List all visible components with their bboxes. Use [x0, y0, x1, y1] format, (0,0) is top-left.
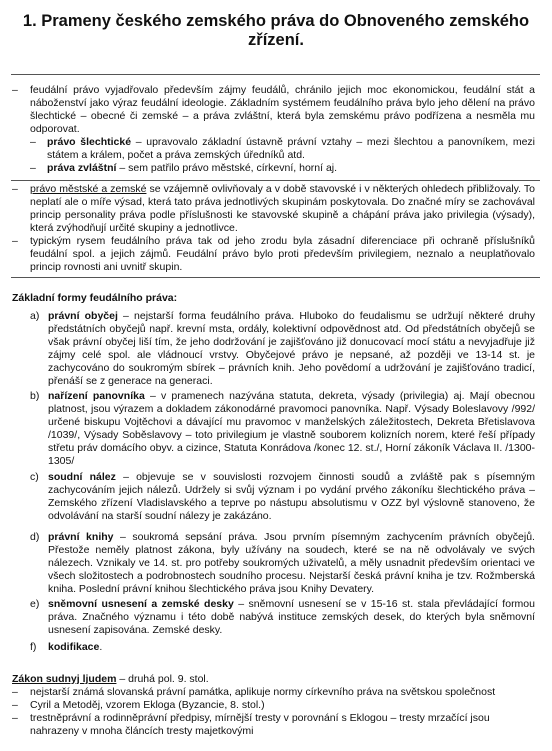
zakon-heading: [12, 673, 537, 686]
feudal-law-text: feudální právo vyjadřovalo především zájmy feudálů, chránilo jejich moc ekonomickou, feudální stát a náboženství jako výraz feudální ideologie. Základním systémem feudálního práva bylo jeho dělení na právo šlechtické – obecné či zemské – a práva zvláštní, která byla zemskému právo podřízena a nesměla mu odporovat.: [30, 84, 535, 135]
item-letter-b: b): [30, 390, 40, 402]
zakon-dash-2: –: [12, 699, 18, 711]
form-e-text: – sněmovní usnesení se v 15-16 st. stala převládající formou práva. Značného významu i této době nabývá instituce zemských desek, do kterých byla sněmovní usnesení zapisována. Zemské desky.: [48, 598, 535, 636]
typical-feature-text: typickým rysem feudálního práva tak od jeho zrodu byla zásadní diferenciace při ochraně příslušníků feudální spol. a jejich zájmů. Feudální právo bylo proti především privilegiem, neznalo a neuplatňovalo princip rovnosti ani uvnitř skupin.: [30, 235, 535, 273]
form-a-text: – nejstarší forma feudálního práva. Hluboko do feudalismu se udržují některé druhy předstátních obyčejů např. krevní msta, ordály, kolektivní odpovědnost atd. Od předstátních obyčejů se však právní obyčej liší tím, že jeho dodržování je zajišťováno již donucovací mocí státu a nevyjadřuje již zájmy celé spol. ale vládnoucí vrstvy. Obyčejové právo je nepsané, až později ve 13-14 st. je zachycováno do soukromým sbírek – právních knih. Jeho povědomí a udržování je zajišťováno tradicí, přenáší se z generace na generaci.: [48, 310, 536, 387]
bullet-dash: –: [12, 84, 18, 96]
form-item-pravni-knihy: [48, 531, 535, 596]
divider-top: [11, 74, 540, 75]
typical-feature-paragraph: [30, 235, 535, 274]
form-item-soudni-nalez: [48, 471, 535, 523]
form-item-snemovni-usneseni: [48, 598, 535, 637]
item-letter-d: d): [30, 531, 40, 543]
link-pravo-mestske[interactable]: právo městské a zemské: [30, 183, 147, 195]
term-narizeni-panovnika: nařízení panovníka: [48, 390, 145, 402]
city-law-paragraph: [30, 183, 535, 235]
page-title: [0, 12, 552, 50]
term-kodifikace: kodifikace: [48, 641, 100, 653]
title-line-2: zřízení.: [248, 31, 304, 49]
title-line-1: 1. Prameny českého zemského práva do Obnoveného zemského: [22, 12, 530, 30]
sub-dash-1: –: [30, 136, 36, 148]
zakon-item-3: trestněprávní a rodinněprávní předpisy, mírnější tresty v porovnání s Eklogou – tresty mrzačící jsou nahrazeny v mnoha článcích tresty majetkovými: [30, 712, 490, 737]
bullet-dash: –: [12, 235, 18, 247]
zakon-dash-1: –: [12, 686, 18, 698]
bullet-dash: –: [12, 183, 18, 195]
form-item-pravni-obycej: [48, 310, 535, 388]
city-law-text: se vzájemně ovlivňovaly a v době stavovské i v některých ohledech přibližovaly. To neplatí ale o míře výsad, která tato práva jednotlivých skupinám poskytovala. Do značné míry se zachovával princip personality práva podle příslušnosti ke stavovské skupině a chápání práva jako privilegia (výsady), která zvýhodňují určité skupiny a jednotlivce.: [30, 183, 535, 234]
form-item-narizeni-panovnika: [48, 390, 535, 468]
forms-heading: Základní formy feudálního práva:: [12, 292, 178, 304]
zakon-title-rest: – druhá pol. 9. stol.: [116, 673, 209, 685]
divider-3: [11, 277, 540, 278]
item-letter-f: f): [30, 641, 37, 653]
form-item-kodifikace: [48, 641, 535, 654]
sub-item-pravo-slechticke: [47, 136, 535, 162]
item-letter-e: e): [30, 598, 40, 610]
sub-item-1-text: – upravovalo základní ústavně právní vztahy – mezi šlechtou a panovníkem, mezi státem a králem, počet a práva zemských úředníků atd.: [47, 136, 536, 161]
item-letter-c: c): [30, 471, 39, 483]
form-c-text: – objevuje se v souvislosti rozvojem činnosti soudů a zvláště pak s písemným zachycováním jejich nálezů. Udržely si svůj význam i po vydání prvého zákoníku šlechtického práva – Zemského zřízení Vladislavského a teprve po nástupu absolutismu v OZZ byl výslovně stanoveno, že odvolávání na starší soudní nálezy je zakázáno.: [48, 471, 535, 522]
term-pravni-knihy: právní knihy: [48, 531, 114, 543]
term-pravni-obycej: právní obyčej: [48, 310, 118, 322]
sub-item-2-text: – sem patřilo právo městské, církevní, horní aj.: [116, 162, 338, 174]
feudal-law-paragraph: [30, 84, 535, 136]
zakon-item-1: nejstarší známá slovanská právní památka, aplikuje normy církevního práva na světskou společnost: [30, 686, 496, 698]
sub-item-prava-zvlastni: [47, 162, 535, 175]
term-snemovni-usneseni: sněmovní usnesení a zemské desky: [48, 598, 234, 610]
term-prava-zvlastni: práva zvláštní: [47, 162, 117, 174]
form-f-text: .: [99, 641, 103, 653]
zakon-item-2: Cyril a Metoděj, vzorem Ekloga (Byzancie, 8. stol.): [30, 699, 265, 711]
form-b-text: – v pramenech nazývána statuta, dekreta, výsady (privilegia) aj. Mají obecnou platnost, jsou výrazem a dokladem zákonodárné pravomoci panovníka. Např. Výsady Boleslavovy /992/ určené biskupu Vojtěchovi a dávající mu pravomoc v manželských záležitostech, Dekreta Břetislavova /1039/, Výsady Soběslavovy – toto privilegium je vlastně souborem kolizních norem, které řeší případy střetu práv domácího obyv. a cizince, Statuta Konrádova /konec 12. st./, Horní zákoník Václava II. /1300-1305/: [48, 390, 536, 467]
divider-2: [11, 180, 540, 181]
form-d-text: – soukromá sepsání práva. Jsou prvním písemným zachycením právních obyčejů. Přestože neměly platnost zákona, byly užívány na soudech, které se na ně odvolávaly ve svých nálezech. Vznikaly ve 14. st. pro potřeby soukromých uživatelů, a měly usnadnit především orientaci ve všech složitostech a podrobnostech soudního procesu. Nejstarší česká právní kniha je tzv. Rožmberská kniha. Poslední právní knihou šlechtického práva jsou Knihy Devatery.: [48, 531, 535, 595]
zakon-dash-3: –: [12, 712, 18, 724]
sub-dash-2: –: [30, 162, 36, 174]
term-soudni-nalez: soudní nález: [48, 471, 116, 483]
zakon-title: Zákon sudnyj ljudem: [12, 673, 117, 685]
item-letter-a: a): [30, 310, 40, 322]
term-pravo-slechticke: právo šlechtické: [47, 136, 132, 148]
